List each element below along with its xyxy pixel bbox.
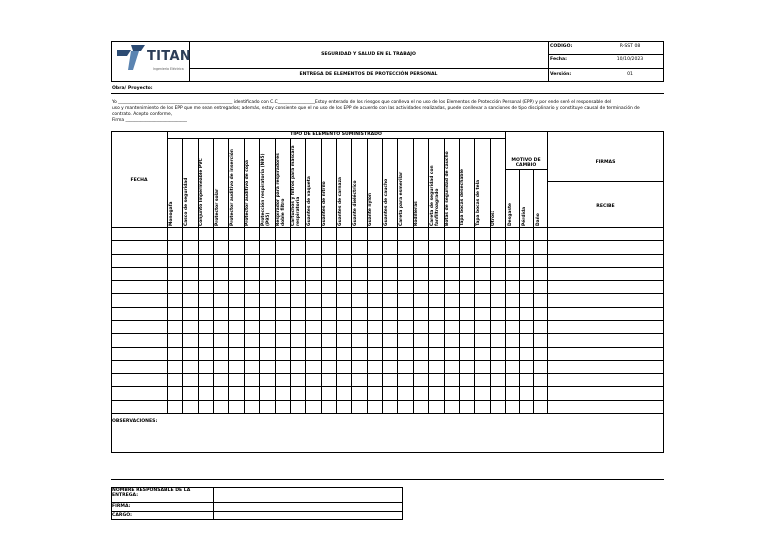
grid-hline (111, 413, 664, 414)
fecha-header: FECHA (130, 178, 148, 183)
element-label: Guante dieléctrico (352, 180, 358, 226)
grid-hline (111, 307, 664, 308)
element-label: Careta para esmerilar (398, 171, 404, 226)
element-label: Guantes de vaqueta (306, 176, 312, 226)
element-label: Botas de seguridad de caucho (445, 151, 451, 226)
element-label: Guantes de carnaza (337, 176, 343, 226)
observaciones-label: OBSERVACIONES: (112, 419, 158, 424)
grid-hline (111, 254, 664, 255)
grid-vline (382, 138, 383, 413)
grid-vline (336, 138, 337, 413)
firmas-title: FIRMAS (595, 160, 616, 165)
element-label: Cartuchos y filtros para máscara respiratoria (291, 145, 302, 226)
grid-vline (213, 138, 214, 413)
grid-hline (111, 280, 664, 281)
responsable-label (112, 488, 212, 499)
element-label: Guantes de caucho (383, 178, 389, 226)
motivo-title (505, 158, 547, 169)
element-label: Casco de seguridad (183, 177, 189, 226)
fecha-value: 10/10/2023 (616, 57, 644, 62)
element-label: Respirador para respiradores doble filtro (276, 153, 287, 226)
grid-vline (519, 169, 520, 413)
motivo-label: Daño (536, 213, 541, 226)
grid-hline (505, 169, 547, 170)
element-label: Careta de seguridad con fanfiltroagrado (429, 165, 440, 226)
element-label: Guantes de nitrilo (322, 181, 328, 226)
titan-logo (115, 45, 192, 78)
intro-line-1: Yo ____________________________________________________ identificado con C.C_________________Estoy enterado de los riesgos que conlleva el no uso de los Elementos de Protección Personal (EPP) y por ende seré el responsable del (112, 100, 612, 105)
element-label: Monogafa (168, 201, 174, 226)
header-title-bottom: ENTREGA DE ELEMENTOS DE PROTECCIÓN PERSONAL (299, 72, 438, 77)
element-label: Otros: (491, 210, 497, 226)
firma-label: FIRMA: (112, 504, 131, 509)
motivo-label: Pérdida (522, 206, 527, 226)
intro-line-3: contrato. Acepto conforme, (112, 112, 173, 117)
codigo-value: R-SST 08 (619, 44, 641, 49)
motivo-title-text: MOTIVO DE CAMBIO (511, 158, 541, 169)
element-label: Protector auditivo de inserción (229, 149, 235, 226)
header-title-top: SEGURIDAD Y SALUD EN EL TRABAJO (321, 52, 416, 57)
grid-hline (111, 386, 664, 387)
grid-hline (111, 227, 664, 228)
grid-hline (111, 293, 664, 294)
element-label: Tapa bocas desechable (460, 169, 466, 226)
company-subtitle: Ingeniería Eléctrica (153, 67, 184, 71)
grid-vline (505, 131, 506, 413)
grid-hline (111, 267, 664, 268)
titan-logo-icon (117, 45, 147, 71)
grid-hline (111, 333, 664, 334)
element-label: Tapa bocas de tela (475, 179, 481, 226)
element-label: Protector solar (214, 188, 220, 226)
element-label: Guante nylon (368, 192, 374, 226)
element-label: Protector auditivo de copa (245, 159, 251, 226)
grid-vline (533, 169, 534, 413)
motivo-label: Desgaste (508, 202, 513, 226)
fecha-label: Fecha: (550, 57, 567, 62)
intro-line-4: Firma ____________________________ (112, 118, 187, 123)
intro-line-2: uso y mantenimiento de los EPP que me sean entregados; además, estoy consiente que el no uso de los EPP de acuerdo con las actividades realizadas, puede conllevar a sanciones de tipo disciplinario y constituye causal de terminación de (112, 106, 640, 111)
grid-vline (167, 131, 168, 413)
element-label: Protección respiratoria (N95) (P95) (260, 153, 271, 226)
version-label: Versión: (550, 72, 572, 77)
responsable-label-text: NOMBRE RESPONSABLE DE LA ENTREGA: (112, 488, 191, 499)
grid-hline (111, 400, 664, 401)
element-label: Conjunto Impermeable PVC (199, 158, 205, 226)
tipo-elemento-title: TIPO DE ELEMENTO SUMINISTRADO (290, 132, 382, 137)
grid-hline (111, 347, 664, 348)
recibe-label: RECIBE (596, 204, 615, 209)
grid-hline (111, 320, 664, 321)
cargo-label: CARGO: (112, 513, 132, 518)
version-value: 01 (627, 72, 633, 77)
company-name: TITAN (147, 49, 192, 64)
grid-hline (111, 360, 664, 361)
grid-hline (111, 373, 664, 374)
codigo-label: CODIGO: (550, 44, 573, 49)
grid-hline (547, 181, 664, 182)
grid-vline (547, 131, 548, 413)
obra-label: Obra/ Proyecto: (112, 86, 153, 91)
grid-hline (111, 240, 664, 241)
element-label: Rodilleras (414, 201, 420, 226)
